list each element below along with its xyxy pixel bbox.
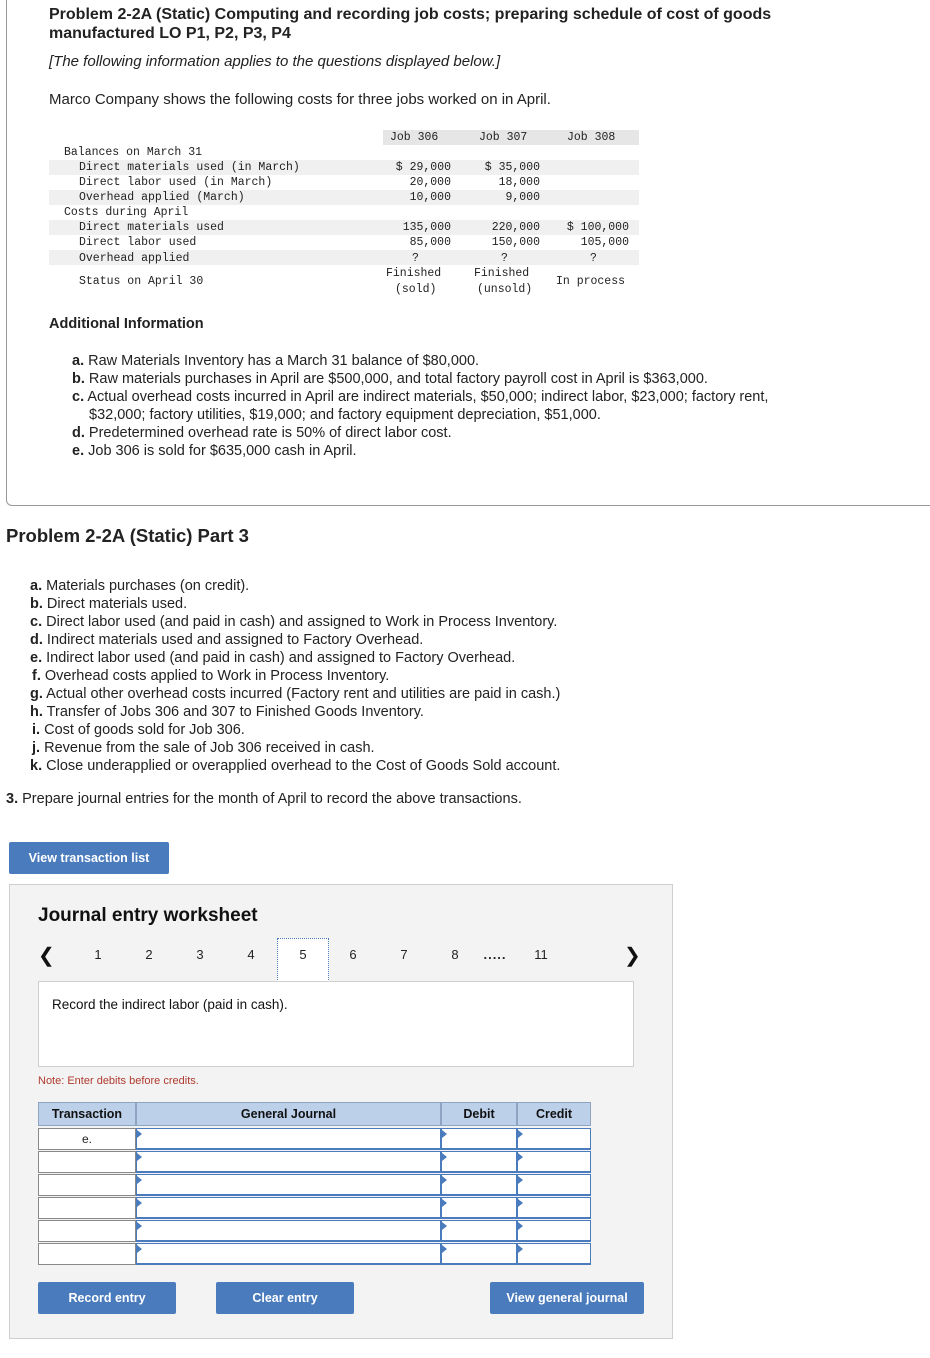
status-label: Status on April 30	[79, 275, 204, 288]
cell-value: 135,000	[402, 221, 451, 234]
page-link-1[interactable]: 1	[94, 947, 102, 962]
list-item: c. Direct labor used (and paid in cash) and assigned to Work in Process Inventory.	[30, 614, 558, 630]
list-item: i. Cost of goods sold for Job 306.	[32, 722, 245, 738]
row-label: Direct labor used (in March)	[79, 176, 273, 189]
debit-input[interactable]	[441, 1197, 517, 1219]
page-link-8[interactable]: 8	[451, 947, 459, 962]
header-job-306: Job 306	[390, 131, 439, 144]
entry-prompt: Record the indirect labor (paid in cash).	[52, 997, 288, 1012]
column-header-debit: Debit	[441, 1102, 517, 1126]
credit-input[interactable]	[517, 1128, 591, 1150]
record-entry-button[interactable]: Record entry	[38, 1282, 176, 1314]
prepare-instruction: 3. Prepare journal entries for the month of April to record the above transactions.	[6, 791, 522, 807]
page-link-5[interactable]: 5	[299, 947, 307, 962]
input-marker-icon	[442, 1222, 447, 1230]
status-job-306-sub: (sold)	[395, 283, 437, 296]
cell-value: $ 35,000	[484, 161, 540, 174]
dropdown-arrow-icon	[137, 1222, 142, 1230]
header-job-307: Job 307	[479, 131, 528, 144]
page-link-3[interactable]: 3	[196, 947, 204, 962]
credit-input[interactable]	[517, 1243, 591, 1265]
cell-value: 20,000	[409, 176, 451, 189]
list-item: e. Job 306 is sold for $635,000 cash in April.	[72, 443, 357, 459]
account-select[interactable]	[136, 1128, 441, 1150]
row-label: Overhead applied (March)	[79, 191, 245, 204]
list-item: b. Direct materials used.	[30, 596, 188, 612]
status-job-308: In process	[556, 275, 626, 288]
input-marker-icon	[442, 1176, 447, 1184]
page-link-6[interactable]: 6	[349, 947, 357, 962]
transaction-cell[interactable]	[38, 1243, 136, 1265]
dropdown-arrow-icon	[137, 1245, 142, 1253]
credit-input[interactable]	[517, 1151, 591, 1173]
debits-note: Note: Enter debits before credits.	[38, 1075, 199, 1087]
intro-text: Marco Company shows the following costs for three jobs worked on in April.	[49, 91, 551, 108]
cell-value: 9,000	[505, 191, 540, 204]
debit-input[interactable]	[441, 1151, 517, 1173]
page-link-11[interactable]: 11	[534, 947, 548, 962]
account-select[interactable]	[136, 1151, 441, 1173]
debit-input[interactable]	[441, 1128, 517, 1150]
page-link-2[interactable]: 2	[145, 947, 153, 962]
transaction-cell[interactable]: e.	[38, 1128, 136, 1150]
credit-input[interactable]	[517, 1174, 591, 1196]
cell-value: ?	[590, 252, 597, 265]
status-job-307: Finished	[474, 267, 530, 280]
cell-value: 85,000	[409, 236, 451, 249]
section-april: Costs during April	[64, 206, 189, 219]
page-link-7[interactable]: 7	[400, 947, 408, 962]
additional-info-title: Additional Information	[49, 316, 204, 332]
input-marker-icon	[518, 1130, 523, 1138]
input-marker-icon	[442, 1153, 447, 1161]
list-item: $32,000; factory utilities, $19,000; and factory equipment depreciation, $51,000.	[89, 407, 601, 423]
transaction-cell[interactable]	[38, 1151, 136, 1173]
clear-entry-button[interactable]: Clear entry	[216, 1282, 354, 1314]
status-job-306: Finished	[386, 267, 442, 280]
account-select[interactable]	[136, 1220, 441, 1242]
problem-title: Problem 2-2A (Static) Computing and recording job costs; preparing schedule of cost of goods manufactured LO P1, P2, P3, P4	[49, 6, 772, 42]
input-marker-icon	[518, 1199, 523, 1207]
section-march: Balances on March 31	[64, 146, 203, 159]
list-item: a. Raw Materials Inventory has a March 31 balance of $80,000.	[72, 353, 480, 369]
column-header-credit: Credit	[517, 1102, 591, 1126]
page-ellipsis: .....	[483, 947, 507, 962]
header-job-308: Job 308	[567, 131, 616, 144]
dropdown-arrow-icon	[137, 1130, 142, 1138]
transaction-cell[interactable]	[38, 1174, 136, 1196]
input-marker-icon	[442, 1199, 447, 1207]
input-marker-icon	[442, 1130, 447, 1138]
part-title: Problem 2-2A (Static) Part 3	[6, 525, 249, 546]
list-item: d. Indirect materials used and assigned to Factory Overhead.	[30, 632, 424, 648]
transaction-steps	[30, 577, 910, 775]
list-item: d. Predetermined overhead rate is 50% of direct labor cost.	[72, 425, 452, 441]
list-item: h. Transfer of Jobs 306 and 307 to Finished Goods Inventory.	[30, 704, 424, 720]
status-job-307-sub: (unsold)	[477, 283, 533, 296]
row-label: Direct materials used (in March)	[79, 161, 300, 174]
view-general-journal-button[interactable]: View general journal	[490, 1282, 644, 1314]
dropdown-arrow-icon	[137, 1153, 142, 1161]
account-select[interactable]	[136, 1174, 441, 1196]
input-marker-icon	[518, 1176, 523, 1184]
debit-input[interactable]	[441, 1220, 517, 1242]
cell-value: 220,000	[491, 221, 540, 234]
account-select[interactable]	[136, 1243, 441, 1265]
cell-value: $ 100,000	[566, 221, 629, 234]
column-header-general-journal: General Journal	[136, 1102, 441, 1126]
credit-input[interactable]	[517, 1220, 591, 1242]
cell-value: ?	[412, 252, 419, 265]
list-item: f. Overhead costs applied to Work in Process Inventory.	[32, 668, 390, 684]
cell-value: 18,000	[498, 176, 540, 189]
list-item: e. Indirect labor used (and paid in cash) and assigned to Factory Overhead.	[30, 650, 516, 666]
input-marker-icon	[518, 1153, 523, 1161]
row-label: Overhead applied	[79, 252, 190, 265]
list-item: c. Actual overhead costs incurred in April are indirect materials, $50,000; indirect labor, $23,000; factory rent,	[72, 389, 769, 405]
additional-info-list	[72, 352, 862, 460]
cell-value: 105,000	[580, 236, 629, 249]
list-item: j. Revenue from the sale of Job 306 received in cash.	[32, 740, 375, 756]
cell-value: 150,000	[491, 236, 540, 249]
input-marker-icon	[518, 1245, 523, 1253]
prev-page-icon[interactable]: ❮	[38, 945, 55, 967]
list-item: g. Actual other overhead costs incurred (Factory rent and utilities are paid in cash.)	[30, 686, 561, 702]
transaction-cell[interactable]	[38, 1197, 136, 1219]
list-item: b. Raw materials purchases in April are $500,000, and total factory payroll cost in April is $363,000.	[72, 371, 708, 387]
next-page-icon[interactable]: ❯	[624, 945, 641, 967]
input-marker-icon	[442, 1245, 447, 1253]
worksheet-title: Journal entry worksheet	[38, 905, 258, 926]
view-transaction-list-button[interactable]: View transaction list	[9, 842, 169, 874]
page-link-4[interactable]: 4	[247, 947, 255, 962]
row-label: Direct materials used	[79, 221, 224, 234]
dropdown-arrow-icon	[137, 1199, 142, 1207]
entry-prompt-box	[38, 981, 634, 1067]
credit-input[interactable]	[517, 1197, 591, 1219]
info-note: [The following information applies to the questions displayed below.]	[49, 53, 501, 70]
row-label: Direct labor used	[79, 236, 197, 249]
list-item: k. Close underapplied or overapplied overhead to the Cost of Goods Sold account.	[30, 758, 561, 774]
account-select[interactable]	[136, 1197, 441, 1219]
debit-input[interactable]	[441, 1174, 517, 1196]
debit-input[interactable]	[441, 1243, 517, 1265]
cell-value: $ 29,000	[395, 161, 451, 174]
cell-value: ?	[501, 252, 508, 265]
list-item: a. Materials purchases (on credit).	[30, 578, 250, 594]
input-marker-icon	[518, 1222, 523, 1230]
dropdown-arrow-icon	[137, 1176, 142, 1184]
transaction-cell[interactable]	[38, 1220, 136, 1242]
cell-value: 10,000	[409, 191, 451, 204]
column-header-transaction: Transaction	[38, 1102, 136, 1126]
